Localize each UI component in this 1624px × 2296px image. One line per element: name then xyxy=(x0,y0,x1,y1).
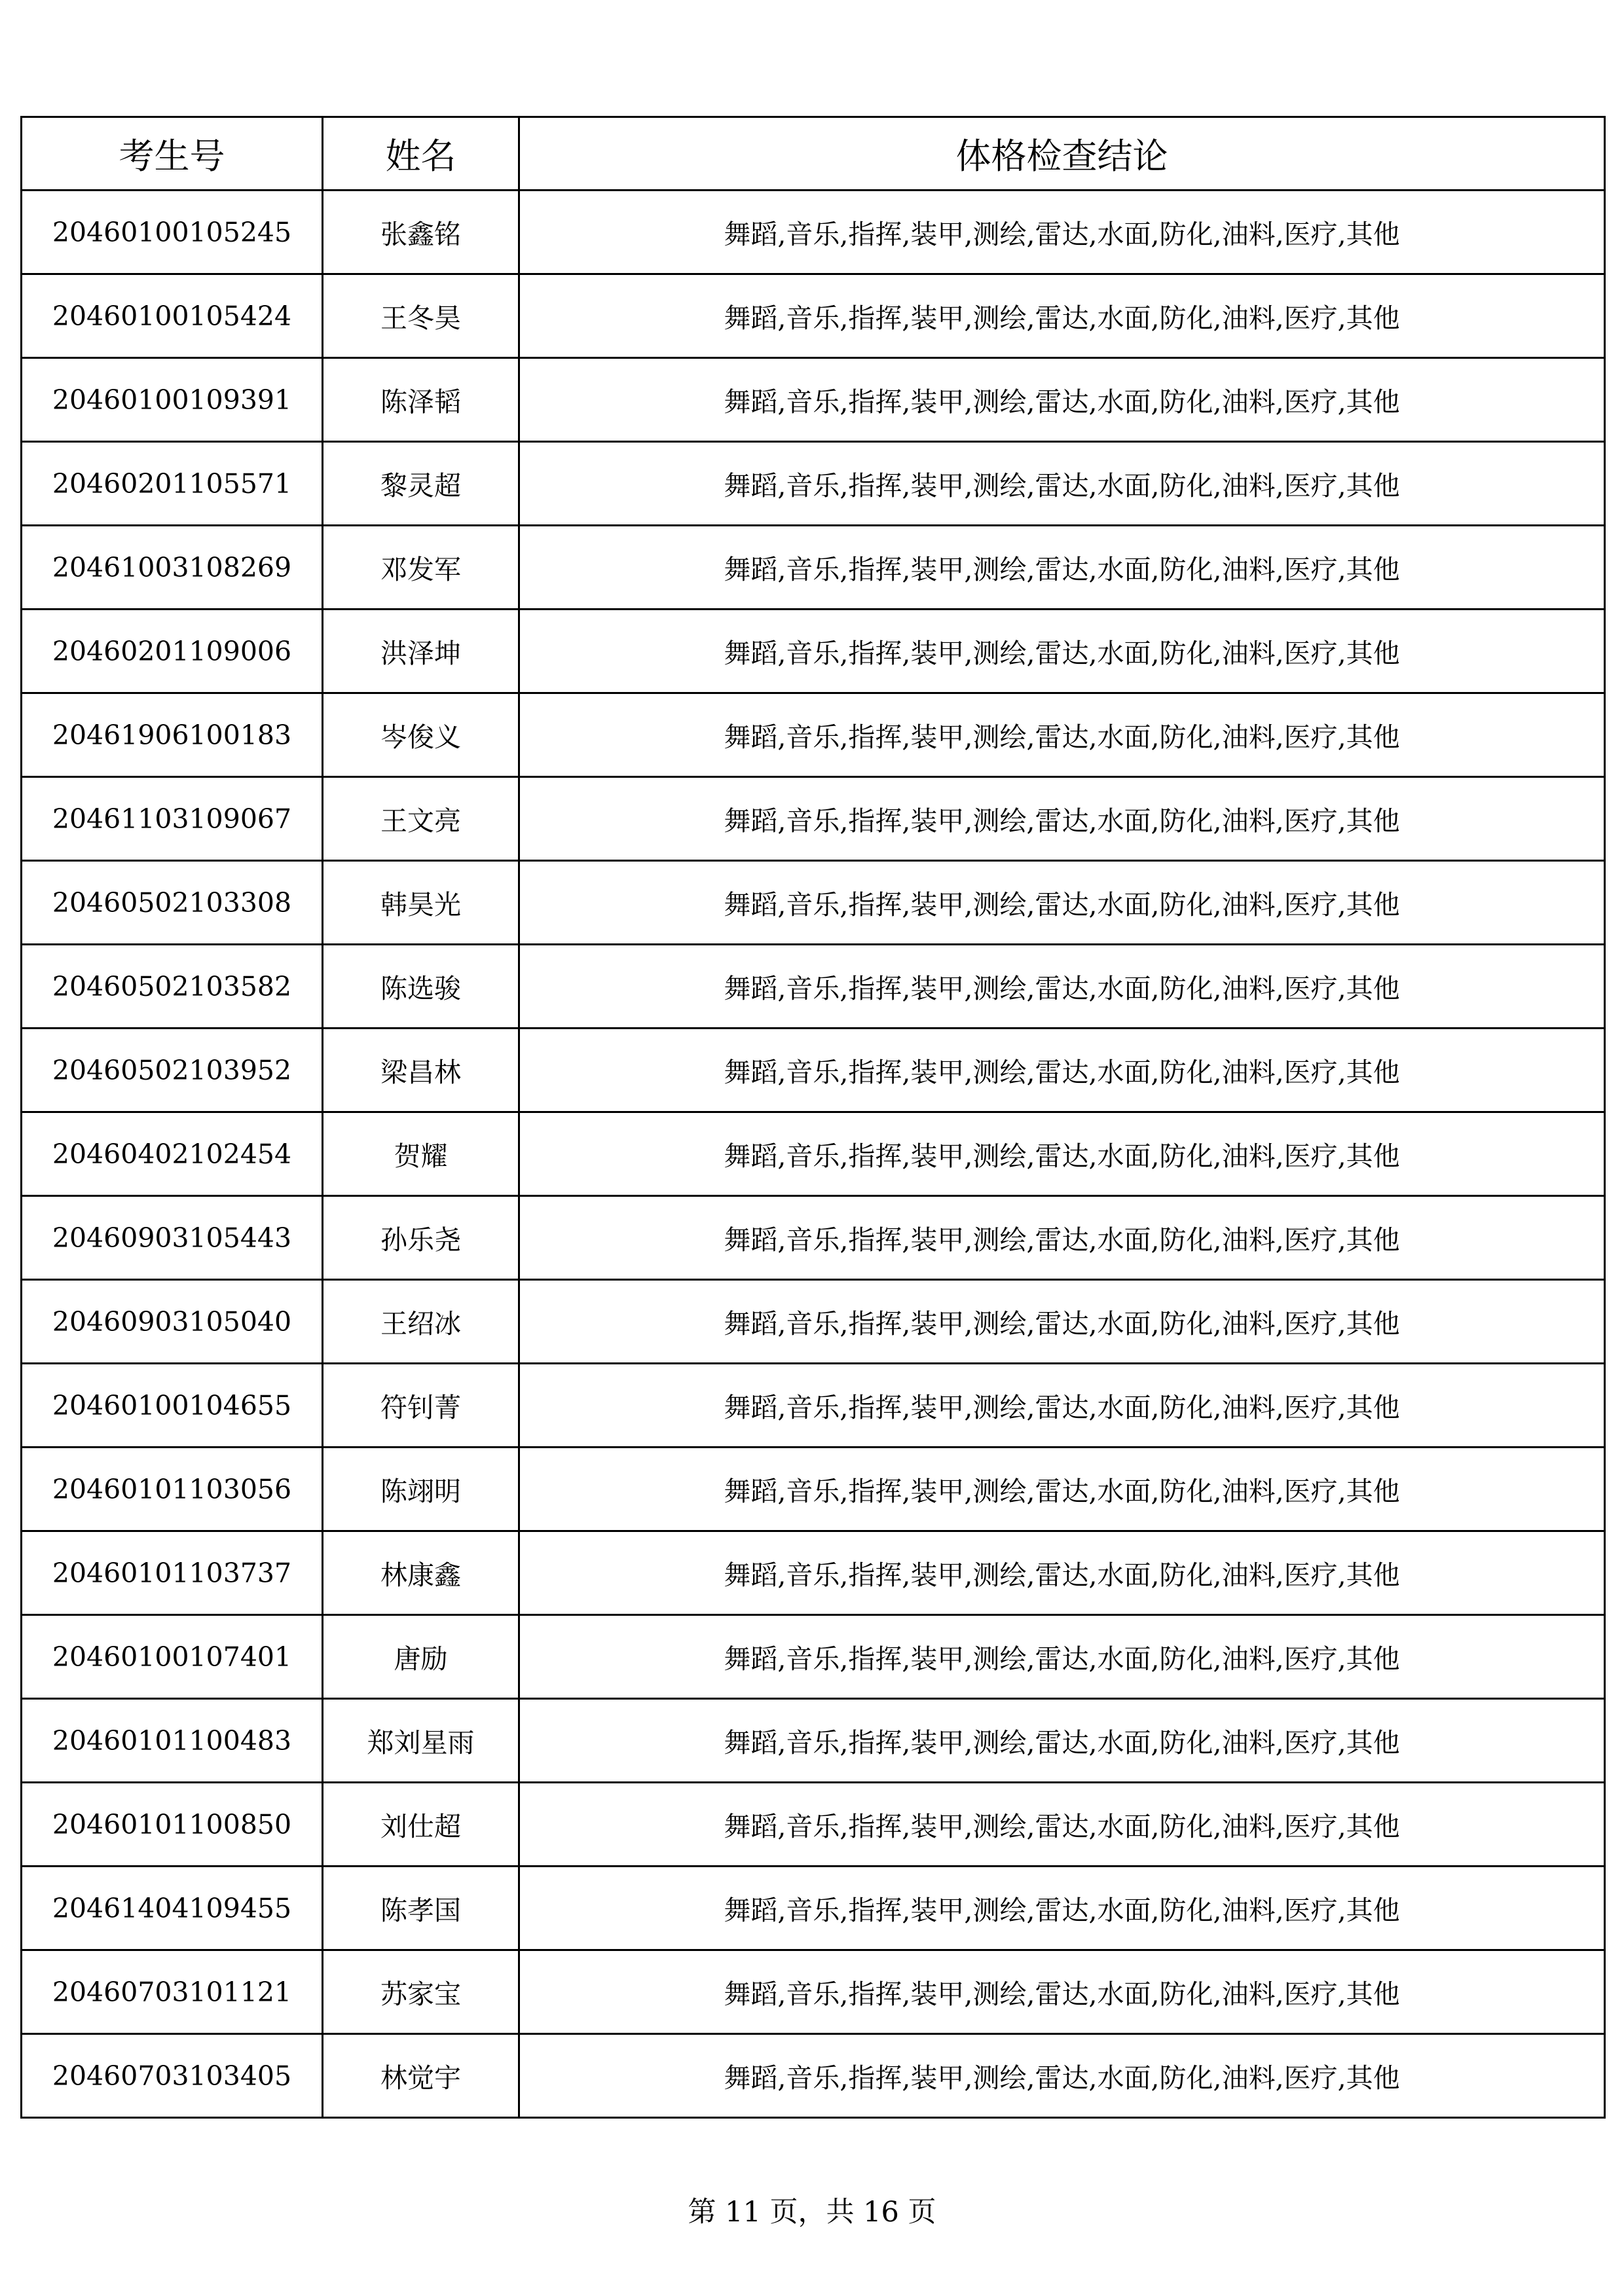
header-exam-conclusion: 体格检查结论 xyxy=(519,117,1605,191)
candidate-number-cell: 20461003108269 xyxy=(22,526,323,610)
candidate-number-cell: 20460703101121 xyxy=(22,1950,323,2034)
candidate-number-cell: 20461906100183 xyxy=(22,693,323,777)
page-footer: 第 11 页，共 16 页 xyxy=(688,2196,936,2229)
candidate-number-cell: 20460201105571 xyxy=(22,442,323,526)
results-table xyxy=(20,116,1606,2119)
name-cell: 陈孝国 xyxy=(323,1867,519,1950)
table-row xyxy=(22,1029,1605,1112)
exam-conclusion-cell: 舞蹈,音乐,指挥,装甲,测绘,雷达,水面,防化,油料,医疗,其他 xyxy=(519,861,1605,945)
table-row xyxy=(22,693,1605,777)
exam-conclusion-cell: 舞蹈,音乐,指挥,装甲,测绘,雷达,水面,防化,油料,医疗,其他 xyxy=(519,1615,1605,1699)
exam-conclusion-cell: 舞蹈,音乐,指挥,装甲,测绘,雷达,水面,防化,油料,医疗,其他 xyxy=(519,1196,1605,1280)
header-candidate-number: 考生号 xyxy=(22,117,323,191)
name-cell: 王文亮 xyxy=(323,777,519,861)
table-row xyxy=(22,358,1605,442)
table-row xyxy=(22,945,1605,1029)
table-row xyxy=(22,1783,1605,1867)
name-cell: 符钊菁 xyxy=(323,1364,519,1448)
exam-conclusion-cell: 舞蹈,音乐,指挥,装甲,测绘,雷达,水面,防化,油料,医疗,其他 xyxy=(519,1783,1605,1867)
candidate-number-cell: 20461103109067 xyxy=(22,777,323,861)
exam-conclusion-cell: 舞蹈,音乐,指挥,装甲,测绘,雷达,水面,防化,油料,医疗,其他 xyxy=(519,191,1605,274)
exam-conclusion-cell: 舞蹈,音乐,指挥,装甲,测绘,雷达,水面,防化,油料,医疗,其他 xyxy=(519,274,1605,358)
candidate-number-cell: 20460703103405 xyxy=(22,2034,323,2118)
exam-conclusion-cell: 舞蹈,音乐,指挥,装甲,测绘,雷达,水面,防化,油料,医疗,其他 xyxy=(519,1531,1605,1615)
name-cell: 林觉宇 xyxy=(323,2034,519,2118)
candidate-number-cell: 20460502103952 xyxy=(22,1029,323,1112)
table-row xyxy=(22,1699,1605,1783)
exam-conclusion-cell: 舞蹈,音乐,指挥,装甲,测绘,雷达,水面,防化,油料,医疗,其他 xyxy=(519,1448,1605,1531)
candidate-number-cell: 20460100107401 xyxy=(22,1615,323,1699)
candidate-number-cell: 20460903105443 xyxy=(22,1196,323,1280)
candidate-number-cell: 20460201109006 xyxy=(22,610,323,693)
candidate-number-cell: 20460101100483 xyxy=(22,1699,323,1783)
table-row xyxy=(22,861,1605,945)
candidate-number-cell: 20460502103308 xyxy=(22,861,323,945)
candidate-number-cell: 20460101100850 xyxy=(22,1783,323,1867)
name-cell: 孙乐尧 xyxy=(323,1196,519,1280)
candidate-number-cell: 20461404109455 xyxy=(22,1867,323,1950)
name-cell: 林康鑫 xyxy=(323,1531,519,1615)
name-cell: 韩昊光 xyxy=(323,861,519,945)
name-cell: 陈泽韬 xyxy=(323,358,519,442)
exam-conclusion-cell: 舞蹈,音乐,指挥,装甲,测绘,雷达,水面,防化,油料,医疗,其他 xyxy=(519,358,1605,442)
name-cell: 张鑫铭 xyxy=(323,191,519,274)
candidate-number-cell: 20460100104655 xyxy=(22,1364,323,1448)
exam-conclusion-cell: 舞蹈,音乐,指挥,装甲,测绘,雷达,水面,防化,油料,医疗,其他 xyxy=(519,777,1605,861)
table-row xyxy=(22,526,1605,610)
candidate-number-cell: 20460903105040 xyxy=(22,1280,323,1364)
table-row xyxy=(22,1950,1605,2034)
candidate-number-cell: 20460100105424 xyxy=(22,274,323,358)
table-row xyxy=(22,191,1605,274)
table-row xyxy=(22,1867,1605,1950)
exam-conclusion-cell: 舞蹈,音乐,指挥,装甲,测绘,雷达,水面,防化,油料,医疗,其他 xyxy=(519,526,1605,610)
exam-conclusion-cell: 舞蹈,音乐,指挥,装甲,测绘,雷达,水面,防化,油料,医疗,其他 xyxy=(519,2034,1605,2118)
name-cell: 贺耀 xyxy=(323,1112,519,1196)
name-cell: 王绍冰 xyxy=(323,1280,519,1364)
table-row xyxy=(22,1364,1605,1448)
exam-conclusion-cell: 舞蹈,音乐,指挥,装甲,测绘,雷达,水面,防化,油料,医疗,其他 xyxy=(519,1364,1605,1448)
name-cell: 陈翊明 xyxy=(323,1448,519,1531)
name-cell: 岑俊义 xyxy=(323,693,519,777)
table-row xyxy=(22,1112,1605,1196)
name-cell: 洪泽坤 xyxy=(323,610,519,693)
exam-conclusion-cell: 舞蹈,音乐,指挥,装甲,测绘,雷达,水面,防化,油料,医疗,其他 xyxy=(519,1867,1605,1950)
table-row xyxy=(22,2034,1605,2118)
exam-conclusion-cell: 舞蹈,音乐,指挥,装甲,测绘,雷达,水面,防化,油料,医疗,其他 xyxy=(519,1280,1605,1364)
name-cell: 梁昌林 xyxy=(323,1029,519,1112)
exam-conclusion-cell: 舞蹈,音乐,指挥,装甲,测绘,雷达,水面,防化,油料,医疗,其他 xyxy=(519,1112,1605,1196)
exam-conclusion-cell: 舞蹈,音乐,指挥,装甲,测绘,雷达,水面,防化,油料,医疗,其他 xyxy=(519,1029,1605,1112)
table-row xyxy=(22,1196,1605,1280)
table-row xyxy=(22,442,1605,526)
candidate-number-cell: 20460100109391 xyxy=(22,358,323,442)
exam-conclusion-cell: 舞蹈,音乐,指挥,装甲,测绘,雷达,水面,防化,油料,医疗,其他 xyxy=(519,693,1605,777)
table-row xyxy=(22,1615,1605,1699)
exam-conclusion-cell: 舞蹈,音乐,指挥,装甲,测绘,雷达,水面,防化,油料,医疗,其他 xyxy=(519,1699,1605,1783)
candidate-number-cell: 20460100105245 xyxy=(22,191,323,274)
candidate-number-cell: 20460101103056 xyxy=(22,1448,323,1531)
table-header-row xyxy=(22,117,1605,191)
name-cell: 陈选骏 xyxy=(323,945,519,1029)
name-cell: 黎灵超 xyxy=(323,442,519,526)
exam-conclusion-cell: 舞蹈,音乐,指挥,装甲,测绘,雷达,水面,防化,油料,医疗,其他 xyxy=(519,1950,1605,2034)
name-cell: 唐励 xyxy=(323,1615,519,1699)
name-cell: 王冬昊 xyxy=(323,274,519,358)
table-row xyxy=(22,274,1605,358)
candidate-number-cell: 20460402102454 xyxy=(22,1112,323,1196)
candidate-number-cell: 20460502103582 xyxy=(22,945,323,1029)
table-row xyxy=(22,1280,1605,1364)
table-row xyxy=(22,1448,1605,1531)
name-cell: 郑刘星雨 xyxy=(323,1699,519,1783)
table-row xyxy=(22,777,1605,861)
exam-conclusion-cell: 舞蹈,音乐,指挥,装甲,测绘,雷达,水面,防化,油料,医疗,其他 xyxy=(519,442,1605,526)
exam-conclusion-cell: 舞蹈,音乐,指挥,装甲,测绘,雷达,水面,防化,油料,医疗,其他 xyxy=(519,945,1605,1029)
table-row xyxy=(22,1531,1605,1615)
header-name: 姓名 xyxy=(323,117,519,191)
table-row xyxy=(22,610,1605,693)
name-cell: 邓发军 xyxy=(323,526,519,610)
name-cell: 苏家宝 xyxy=(323,1950,519,2034)
table-body xyxy=(22,191,1605,2118)
exam-conclusion-cell: 舞蹈,音乐,指挥,装甲,测绘,雷达,水面,防化,油料,医疗,其他 xyxy=(519,610,1605,693)
name-cell: 刘仕超 xyxy=(323,1783,519,1867)
candidate-number-cell: 20460101103737 xyxy=(22,1531,323,1615)
